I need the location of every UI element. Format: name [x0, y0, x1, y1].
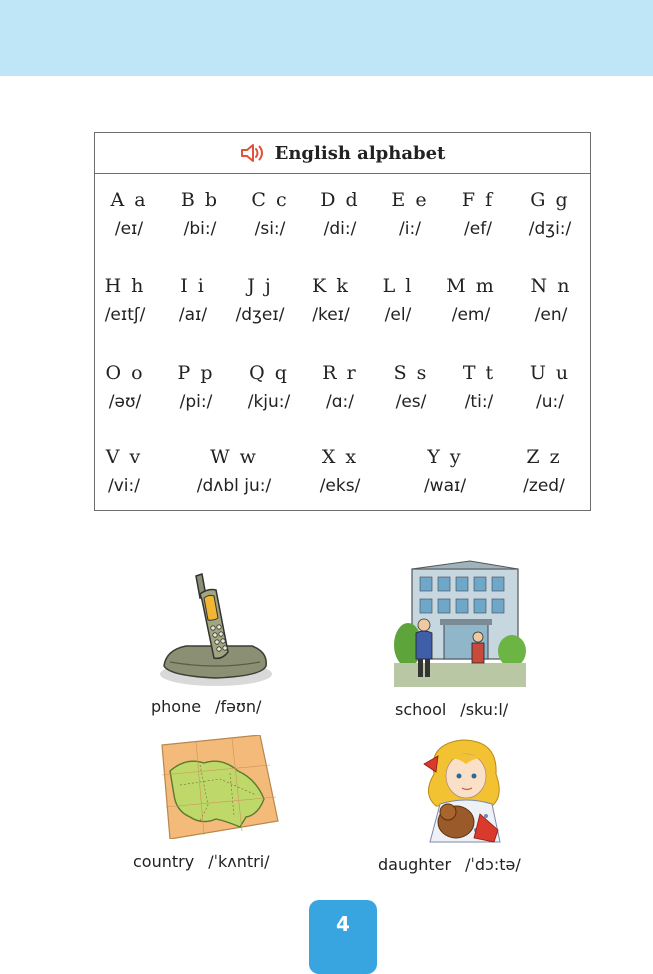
letter: H h — [104, 275, 146, 297]
letter: L l — [382, 275, 414, 297]
letter-ipa: /el/ — [384, 305, 412, 325]
letter: O o — [105, 362, 145, 384]
letter-ipa: /keɪ/ — [312, 305, 350, 325]
letter: V v — [105, 446, 143, 468]
vocab-school — [395, 700, 508, 719]
letter-ipa: /ɑ:/ — [326, 392, 354, 412]
letter-ipa: /u:/ — [536, 392, 564, 412]
letter-ipa: /pi:/ — [179, 392, 213, 412]
letter-ipa: /ti:/ — [464, 392, 494, 412]
school-icon — [394, 559, 526, 687]
page-number: 4 — [336, 912, 350, 936]
vocab-ipa: /fəʊn/ — [215, 697, 262, 716]
speaker-icon[interactable] — [240, 142, 266, 164]
letter: U u — [529, 362, 571, 384]
letter-ipa: /eɪ/ — [114, 219, 144, 239]
letter: Q q — [249, 362, 289, 384]
letter-ipa: /kju:/ — [247, 392, 291, 412]
letter: K k — [312, 275, 350, 297]
vocab-word: daughter — [378, 855, 452, 874]
letter-cell — [179, 446, 289, 496]
letter-ipa: /i:/ — [399, 219, 421, 239]
alphabet-header — [95, 133, 590, 174]
letter: F f — [461, 189, 495, 211]
letter-cell — [69, 446, 179, 496]
vocab-daughter — [378, 855, 521, 874]
alphabet-title: English alphabet — [274, 142, 446, 164]
letter: I i — [180, 275, 206, 297]
letter: X x — [321, 446, 359, 468]
vocab-word: phone — [151, 697, 202, 716]
vocab-ipa: /ˈkʌntri/ — [208, 852, 270, 871]
top-band — [0, 0, 653, 76]
letter: Z z — [526, 446, 562, 468]
letter: N n — [530, 275, 572, 297]
vocab-word: country — [133, 852, 195, 871]
letter: A a — [110, 189, 148, 211]
letter-ipa: /əʊ/ — [108, 392, 142, 412]
vocab-country — [133, 852, 270, 871]
letter: M m — [446, 275, 496, 297]
letter: W w — [210, 446, 258, 468]
letter-ipa: /em/ — [451, 305, 491, 325]
letter: D d — [320, 189, 360, 211]
letter: B b — [180, 189, 220, 211]
letter-ipa: /eks/ — [319, 476, 361, 496]
vocab-phone — [151, 697, 261, 716]
phone-icon — [156, 566, 276, 688]
letter-ipa: /eɪtʃ/ — [104, 305, 146, 325]
letter: G g — [530, 189, 570, 211]
letter-ipa: /dʒeɪ/ — [235, 305, 285, 325]
letter-ipa: /zed/ — [523, 476, 565, 496]
girl-icon — [414, 734, 514, 844]
letter: S s — [393, 362, 429, 384]
letter-ipa: /waɪ/ — [423, 476, 467, 496]
letter-ipa: /dʒi:/ — [528, 219, 572, 239]
letter: J j — [247, 275, 273, 297]
letter-ipa: /vi:/ — [108, 476, 140, 496]
letter-cell — [495, 362, 605, 412]
letter-ipa: /si:/ — [254, 219, 286, 239]
letter: Y y — [427, 446, 463, 468]
letter-ipa: /aɪ/ — [178, 305, 208, 325]
letter: P p — [177, 362, 215, 384]
letter-ipa: /di:/ — [323, 219, 357, 239]
letter: T t — [462, 362, 496, 384]
letter-ipa: /ef/ — [464, 219, 492, 239]
letter-cell — [489, 446, 599, 496]
letter-cell — [390, 446, 500, 496]
vocab-word: school — [395, 700, 447, 719]
vocab-ipa: /sku:l/ — [460, 700, 509, 719]
page-number-tab — [309, 900, 377, 974]
letter-ipa: /es/ — [395, 392, 427, 412]
vocab-ipa: /ˈdɔ:tə/ — [465, 855, 521, 874]
letter-ipa: /bi:/ — [183, 219, 217, 239]
letter-ipa: /dʌbl ju:/ — [196, 476, 272, 496]
letter-cell — [285, 446, 395, 496]
letter: C c — [251, 189, 289, 211]
map-icon — [160, 735, 280, 839]
letter-ipa: /en/ — [534, 305, 568, 325]
letter-cell — [496, 275, 606, 325]
letter: E e — [391, 189, 429, 211]
letter: R r — [322, 362, 358, 384]
letter-cell — [495, 189, 605, 239]
alphabet-table — [94, 132, 591, 511]
